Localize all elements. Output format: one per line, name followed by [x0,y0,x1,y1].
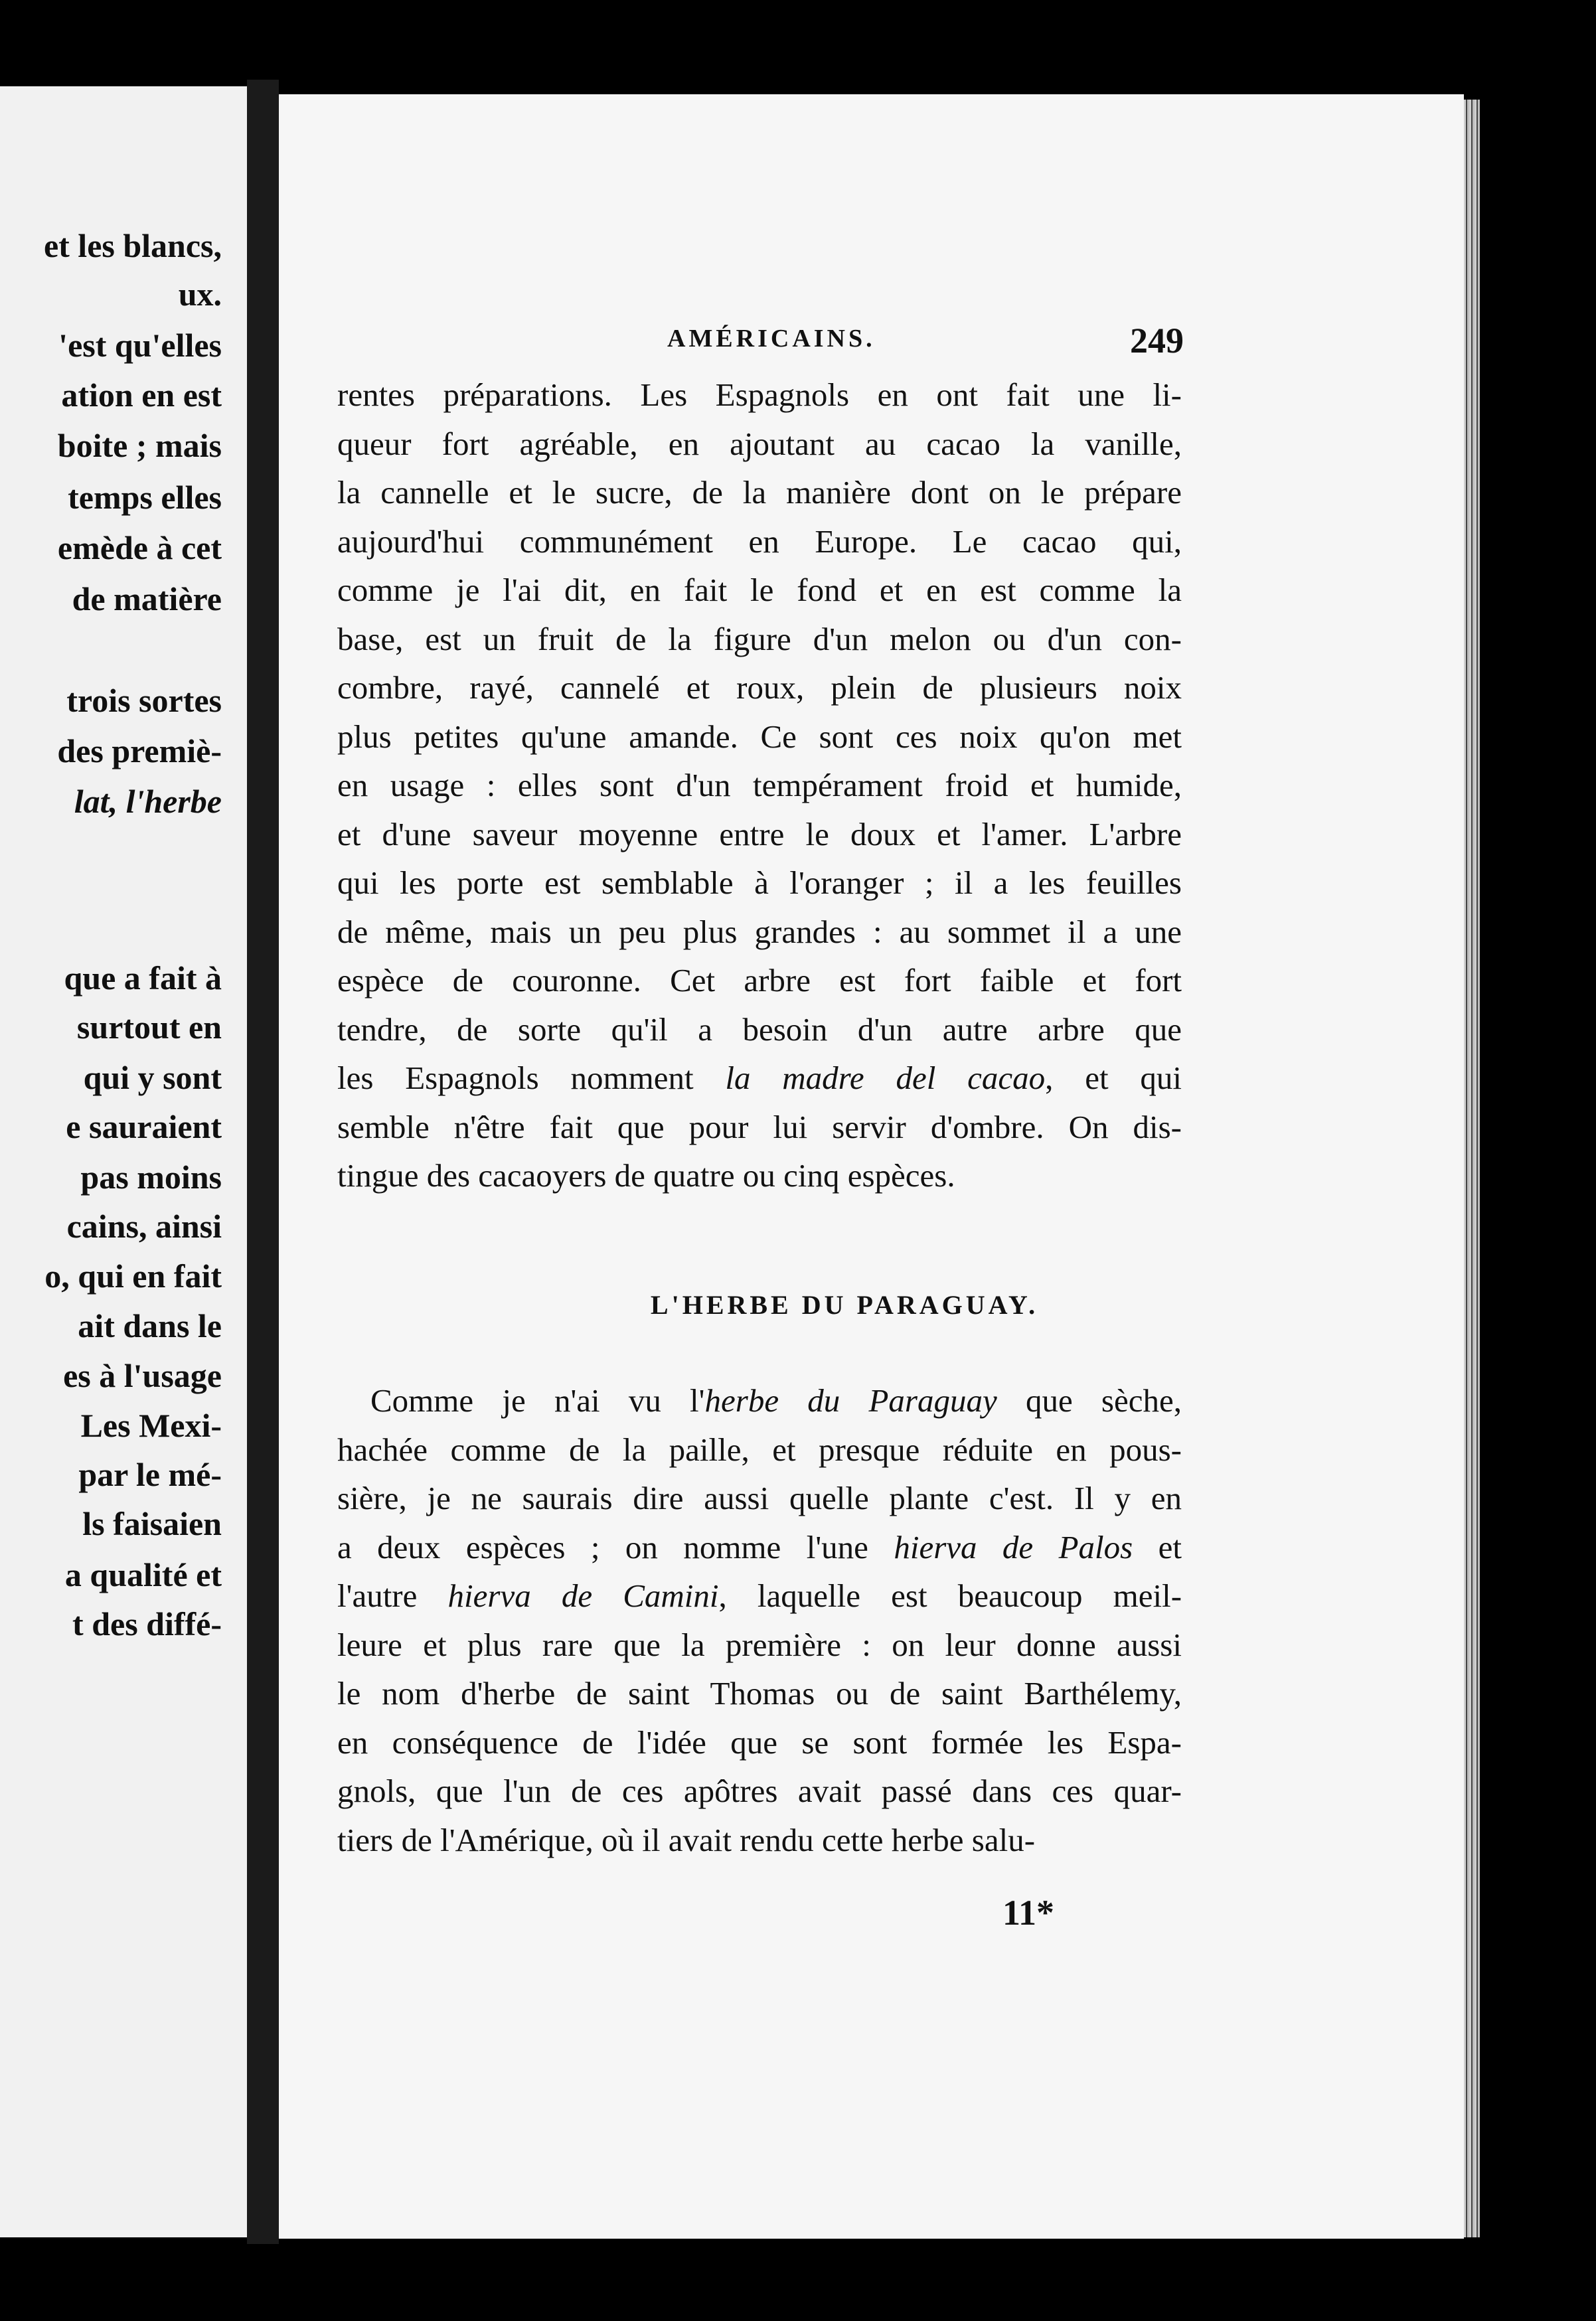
text-run: queur fort agréable, en ajoutant au cacao la vanille, [337,425,1182,462]
left-page-line: emède à cet [57,529,222,566]
text-line [337,908,1182,957]
text-run: de même, mais un peu plus grandes : au sommet il a une [337,913,1182,950]
text-line [337,1816,1182,1865]
left-page-line: ation en est [61,376,222,414]
text-run: comme je l'ai dit, en fait le fond et en est comme la [337,572,1182,608]
left-page-line: es à l'usage [63,1357,222,1394]
left-page-line: lat, l'herbe [74,783,222,820]
text-line [337,1523,1182,1572]
text-run: hachée comme de la paille, et presque réduite en pous- [337,1431,1182,1468]
left-page-line: trois sortes [66,682,222,719]
left-page-line: ls faisaien [82,1505,222,1542]
left-page-line: et les blancs, [43,227,222,264]
text-run: tiers de l'Amérique, où il avait rendu cette herbe salu- [337,1821,1036,1858]
text-run: espèce de couronne. Cet arbre est fort faible et fort [337,962,1182,999]
book-gutter [247,80,279,2244]
text-run: et d'une saveur moyenne entre le doux et l'amer. L'arbre [337,815,1182,852]
text-run: base, est un fruit de la figure d'un melon ou d'un con- [337,620,1182,657]
left-page-line: e sauraient [66,1108,222,1145]
text-run: a deux espèces ; on nomme l'une [337,1528,894,1565]
running-head: AMÉRICAINS. [667,325,876,353]
left-page-line: surtout en [76,1008,222,1046]
text-run: les Espagnols nomment [337,1060,726,1096]
text-run: rentes préparations. Les Espagnols en ont fait une li- [337,376,1182,413]
left-page-line: o, qui en fait [44,1257,222,1295]
text-run: semble n'être fait que pour lui servir d'ombre. On dis- [337,1108,1182,1145]
text-run: qui les porte est semblable à l'oranger ; il a les feuilles [337,864,1182,901]
left-page-line: des premiè- [57,732,222,769]
text-line [337,615,1182,664]
text-run: tingue des cacaoyers de quatre ou cinq espèces. [337,1157,955,1194]
left-page-line: 'est qu'elles [58,327,222,364]
page-edges [1464,100,1480,2237]
left-page-line: t des diffé- [72,1605,222,1642]
left-page-line: pas moins [80,1159,222,1196]
italic-term: hierva de Camini [447,1577,719,1614]
text-line [337,1718,1182,1767]
text-line [337,1425,1182,1475]
text-line [337,517,1182,566]
left-page-line: Les Mexi- [80,1407,222,1444]
left-page-line: qui y sont [83,1059,222,1096]
text-line [337,1474,1182,1523]
text-line [337,1669,1182,1718]
text-line [337,712,1182,761]
text-line [337,810,1182,859]
text-line [337,370,1182,420]
italic-term: la madre del cacao [725,1060,1046,1096]
text-run: plus petites qu'une amande. Ce sont ces noix qu'on met [337,718,1182,755]
text-run: , et qui [1045,1060,1182,1096]
italic-term: herbe du Paraguay [704,1382,997,1419]
text-line [337,1054,1182,1103]
text-line [337,1621,1182,1670]
text-run: le nom d'herbe de saint Thomas ou de saint Barthélemy, [337,1675,1182,1712]
left-page-line: que a fait à [64,959,222,997]
section-heading: L'HERBE DU PARAGUAY. [650,1290,1039,1320]
left-page-line: par le mé- [78,1456,222,1493]
text-run: , laquelle est beaucoup meil- [718,1577,1182,1614]
text-line [337,1151,1182,1200]
text-run: que sèche, [997,1382,1182,1419]
left-page-line: a qualité et [64,1556,222,1593]
text-run: l'autre [337,1577,448,1614]
text-line [337,761,1182,810]
italic-term: hierva de Palos [894,1528,1133,1565]
text-run: tendre, de sorte qu'il a besoin d'un autre arbre que [337,1010,1182,1048]
text-run: en usage : elles sont d'un tempérament froid et humide, [337,767,1182,803]
text-line [337,1376,1182,1425]
paragraph-herbe-paraguay [337,1376,1182,1864]
text-line [337,858,1182,908]
left-page-line: boite ; mais [57,427,222,464]
text-line [337,468,1182,517]
text-run: la cannelle et le sucre, de la manière dont on le prépare [337,474,1182,511]
text-line [337,566,1182,615]
text-run: et [1133,1528,1182,1565]
text-line [337,1005,1182,1054]
left-page-line: ait dans le [78,1307,222,1344]
text-line [337,1103,1182,1152]
text-run: en conséquence de l'idée que se sont formée les Espa- [337,1723,1182,1761]
text-line [337,1767,1182,1816]
text-line [337,663,1182,712]
text-run: Comme je n'ai vu l' [370,1382,705,1419]
text-line [337,956,1182,1005]
previous-page-fragment [0,86,247,2237]
signature-mark: 11* [1002,1893,1055,1933]
left-page-line: ux. [178,276,222,313]
text-run: leure et plus rare que la première : on leur donne aussi [337,1626,1182,1663]
page-number: 249 [1130,321,1184,360]
text-line [337,420,1182,469]
left-page-line: de matière [72,580,222,617]
text-run: aujourd'hui communément en Europe. Le cacao qui, [337,522,1182,560]
text-run: sière, je ne saurais dire aussi quelle plante c'est. Il y en [337,1480,1182,1516]
text-run: combre, rayé, cannelé et roux, plein de plusieurs noix [337,669,1182,706]
text-run: gnols, que l'un de ces apôtres avait passé dans ces quar- [337,1773,1182,1809]
left-page-line: cains, ainsi [66,1208,222,1245]
text-line [337,1571,1182,1621]
paragraph-cacao [337,370,1182,1200]
left-page-line: temps elles [68,479,222,516]
